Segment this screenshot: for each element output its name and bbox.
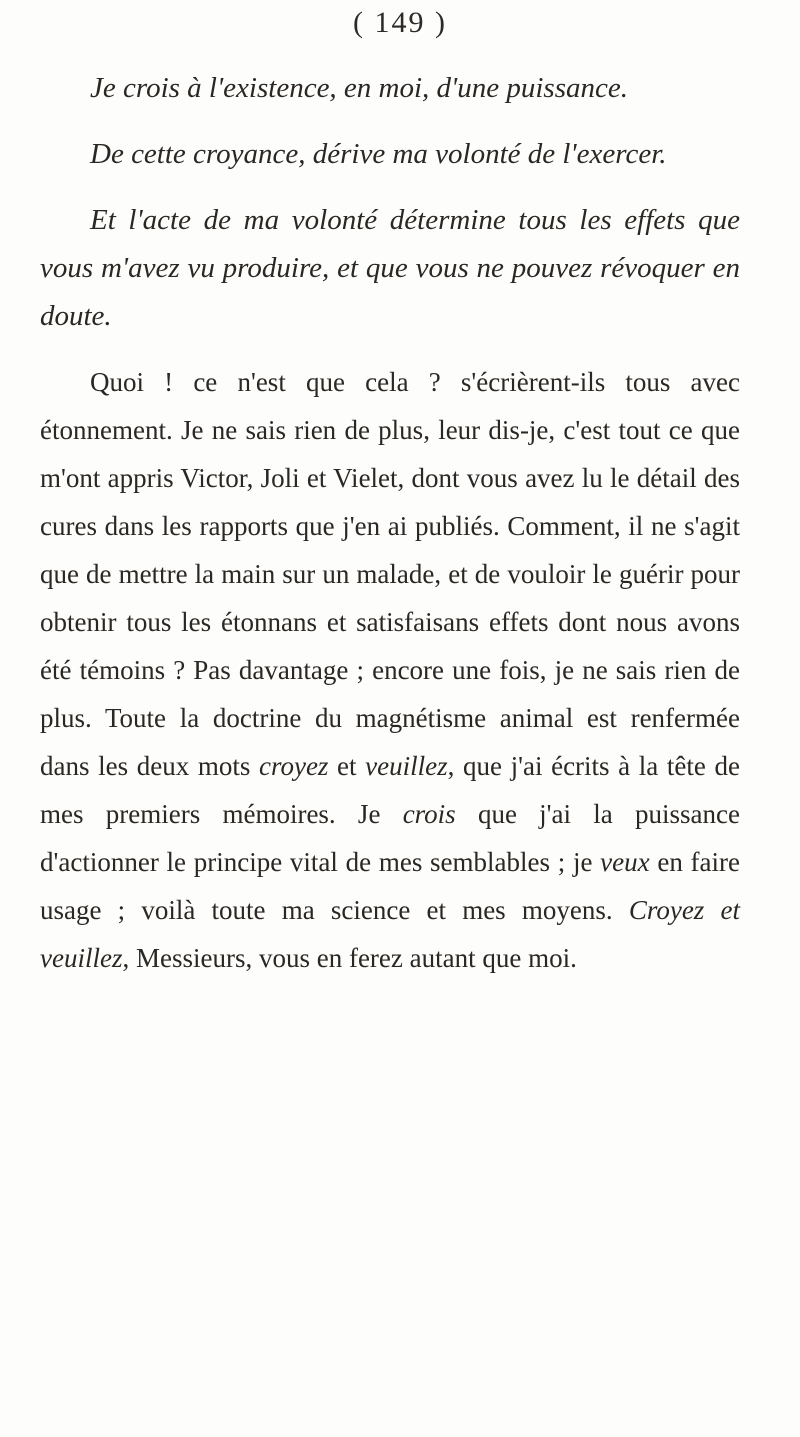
body-text-2: et bbox=[328, 751, 366, 781]
body-text-5: en faire usage ; voilà toute ma science et mes moyens. bbox=[40, 847, 741, 925]
paragraph-body bbox=[40, 358, 740, 982]
paragraph-belief: Je crois à l'existence, en moi, d'une puissance. bbox=[90, 72, 629, 104]
emphasis-veuillez: veuillez bbox=[365, 751, 448, 781]
body-text-1: Quoi ! ce n'est que cela ? s'écrièrent-ils tous avec étonnement. Je ne sais rien de plus, leur dis-je, c'est tout ce que m'ont appris Victor, Joli et Vielet, dont vous avez lu le détail des cures dans les rapports que j'en ai publiés. Comment, il ne s'agit que de mettre la main sur un malade, et de vouloir le guérir pour obtenir tous les étonnans et satisfaisans effets dont nous avons été témoins ? Pas davantage ; encore une fois, je ne sais rien de plus. Toute la doctrine du magnétisme animal est renfermée dans les deux mots bbox=[40, 367, 740, 781]
page-number: ( 149 ) bbox=[353, 6, 447, 39]
body-text-4: que j'ai la puissance d'actionner le principe vital de mes semblables ; je bbox=[40, 799, 740, 877]
text-block bbox=[40, 64, 740, 982]
body-text-6: , Messieurs, vous en ferez autant que moi. bbox=[122, 943, 577, 973]
emphasis-croyez: croyez bbox=[258, 751, 329, 781]
emphasis-veux: veux bbox=[600, 847, 650, 877]
body-text-3: , que j'ai écrits à la tête de mes premiers mémoires. Je bbox=[40, 751, 740, 829]
emphasis-crois: crois bbox=[402, 799, 456, 829]
paragraph-will: De cette croyance, dérive ma volonté de l'exercer. bbox=[90, 138, 667, 170]
paragraph-act: Et l'acte de ma volonté détermine tous les effets que vous m'avez vu produire, et que vous ne pouvez révoquer en doute. bbox=[40, 204, 740, 332]
emphasis-croyez-et-veuillez: Croyez et veuillez bbox=[40, 895, 740, 973]
